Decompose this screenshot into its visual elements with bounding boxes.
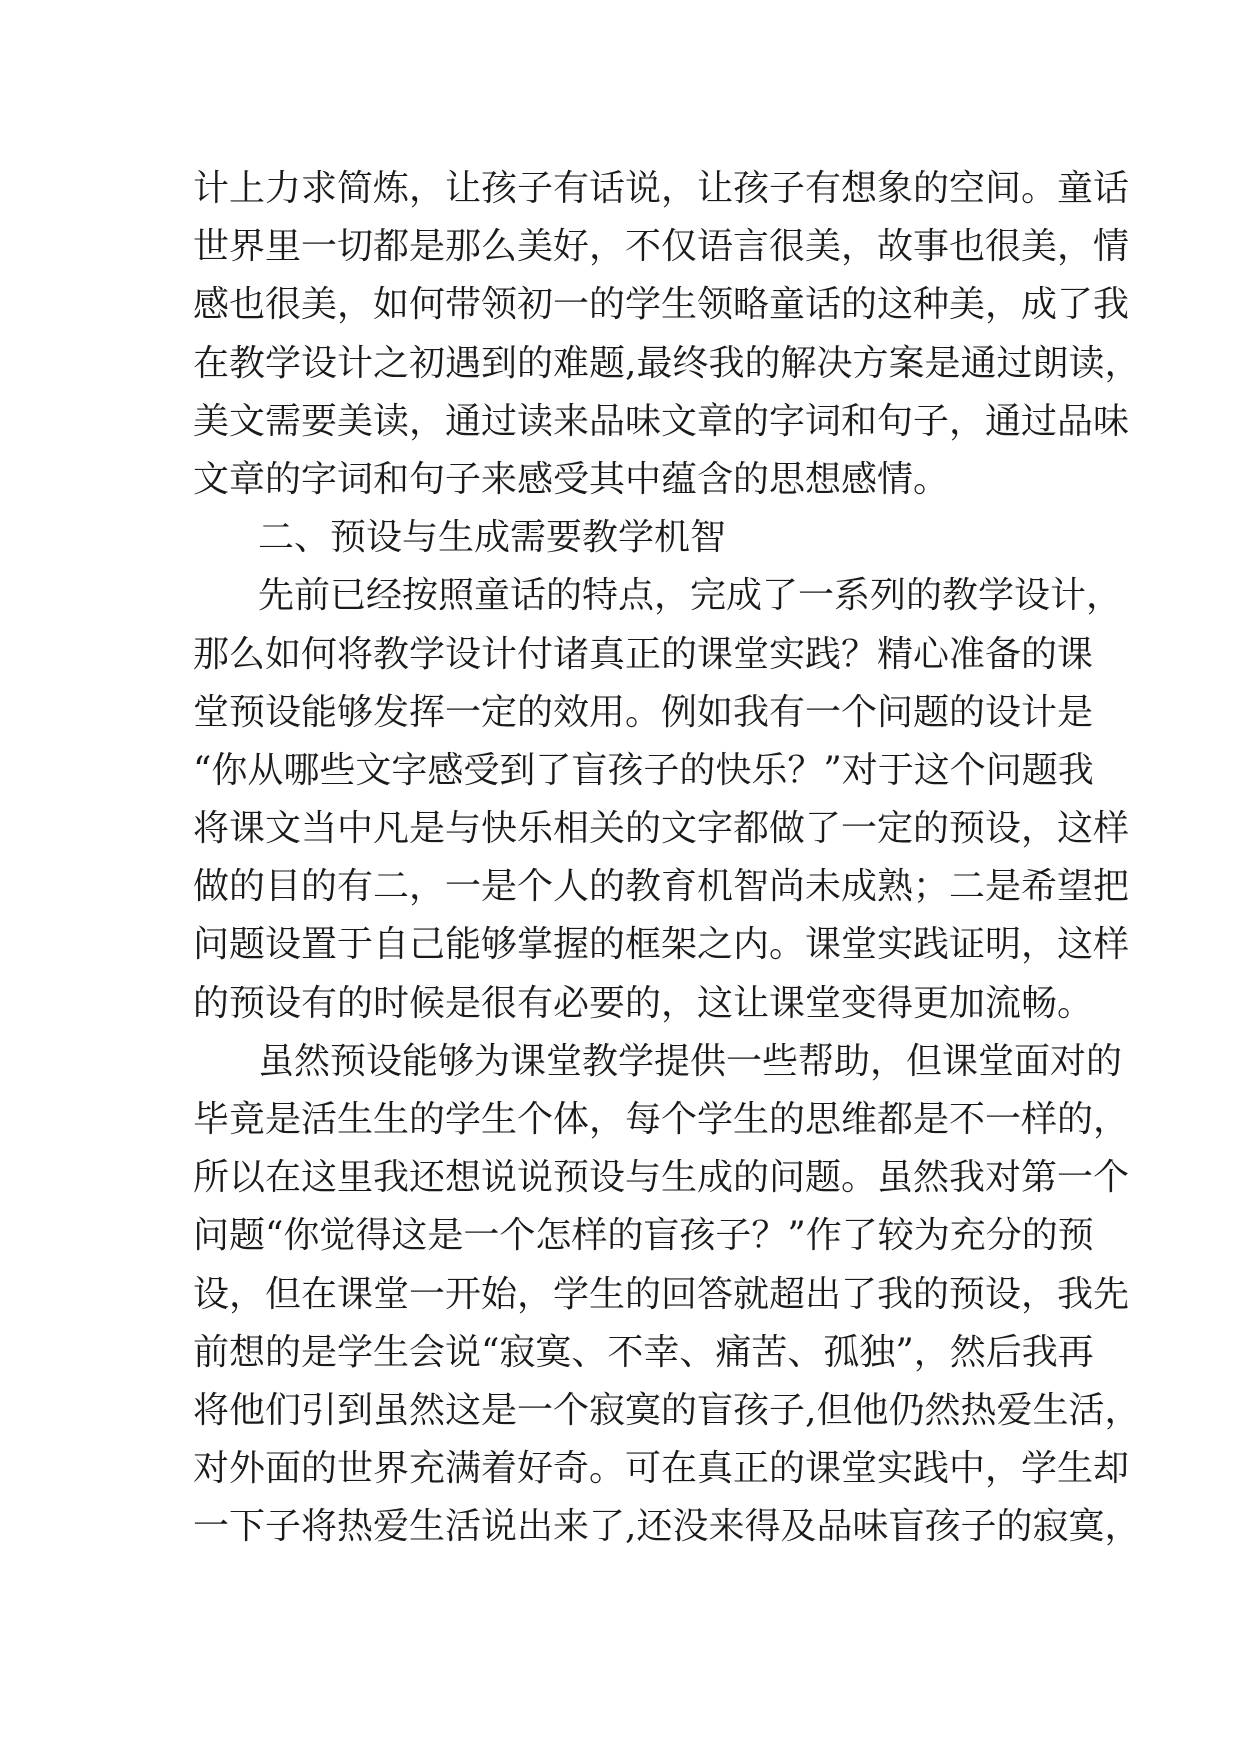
text-line: 感也很美，如何带领初一的学生领略童话的这种美，成了我 (193, 284, 1130, 326)
text-line: 世界里一切都是那么美好，不仅语言很美，故事也很美，情 (193, 226, 1130, 268)
text-line: 文章的字词和句子来感受其中蕴含的思想感情。 (193, 458, 950, 500)
text-line: 毕竟是活生生的学生个体，每个学生的思维都是不一样的， (193, 1099, 1130, 1140)
text-line: 将课文当中凡是与快乐相关的文字都做了一定的预设，这样 (193, 808, 1130, 850)
text-line: 所以在这里我还想说说预设与生成的问题。虽然我对第一个 (193, 1157, 1130, 1199)
text-line: 前想的是学生会说“寂寞、不幸、痛苦、孤独”，然后我再 (193, 1331, 1094, 1373)
text-line: 先前已经按照童话的特点，完成了一系列的教学设计， (258, 575, 1123, 617)
text-line: 堂预设能够发挥一定的效用。例如我有一个问题的设计是 (193, 691, 1094, 733)
text-line: 计上力求简炼，让孩子有话说，让孩子有想象的空间。童话 (193, 168, 1130, 209)
section-heading: 二、预设与生成需要教学机智 (258, 517, 727, 559)
text-line: 做的目的有二，一是个人的教育机智尚未成熟；二是希望把 (193, 866, 1130, 908)
text-line: 那么如何将教学设计付诸真正的课堂实践？精心准备的课 (193, 633, 1094, 675)
text-line: 问题设置于自己能够掌握的框架之内。课堂实践证明，这样 (193, 924, 1130, 966)
text-line: 一下子将热爱生活说出来了,还没来得及品味盲孩子的寂寞， (193, 1506, 1141, 1548)
text-line: 设，但在课堂一开始，学生的回答就超出了我的预设，我先 (193, 1273, 1130, 1315)
text-line: 在教学设计之初遇到的难题,最终我的解决方案是通过朗读， (193, 342, 1141, 384)
text-line: “你从哪些文字感受到了盲孩子的快乐？”对于这个问题我 (193, 749, 1094, 791)
text-line: 对外面的世界充满着好奇。可在真正的课堂实践中，学生却 (193, 1448, 1130, 1490)
text-line: 虽然预设能够为课堂教学提供一些帮助，但课堂面对的 (258, 1040, 1123, 1082)
text-line: 将他们引到虽然这是一个寂寞的盲孩子,但他仍然热爱生活， (193, 1389, 1141, 1431)
text-line: 的预设有的时候是很有必要的，这让课堂变得更加流畅。 (193, 982, 1094, 1024)
body-text (193, 160, 1141, 1557)
text-line: 问题“你觉得这是一个怎样的盲孩子？”作了较为充分的预 (193, 1215, 1094, 1257)
text-line: 美文需要美读，通过读来品味文章的字词和句子，通过品味 (193, 400, 1130, 442)
